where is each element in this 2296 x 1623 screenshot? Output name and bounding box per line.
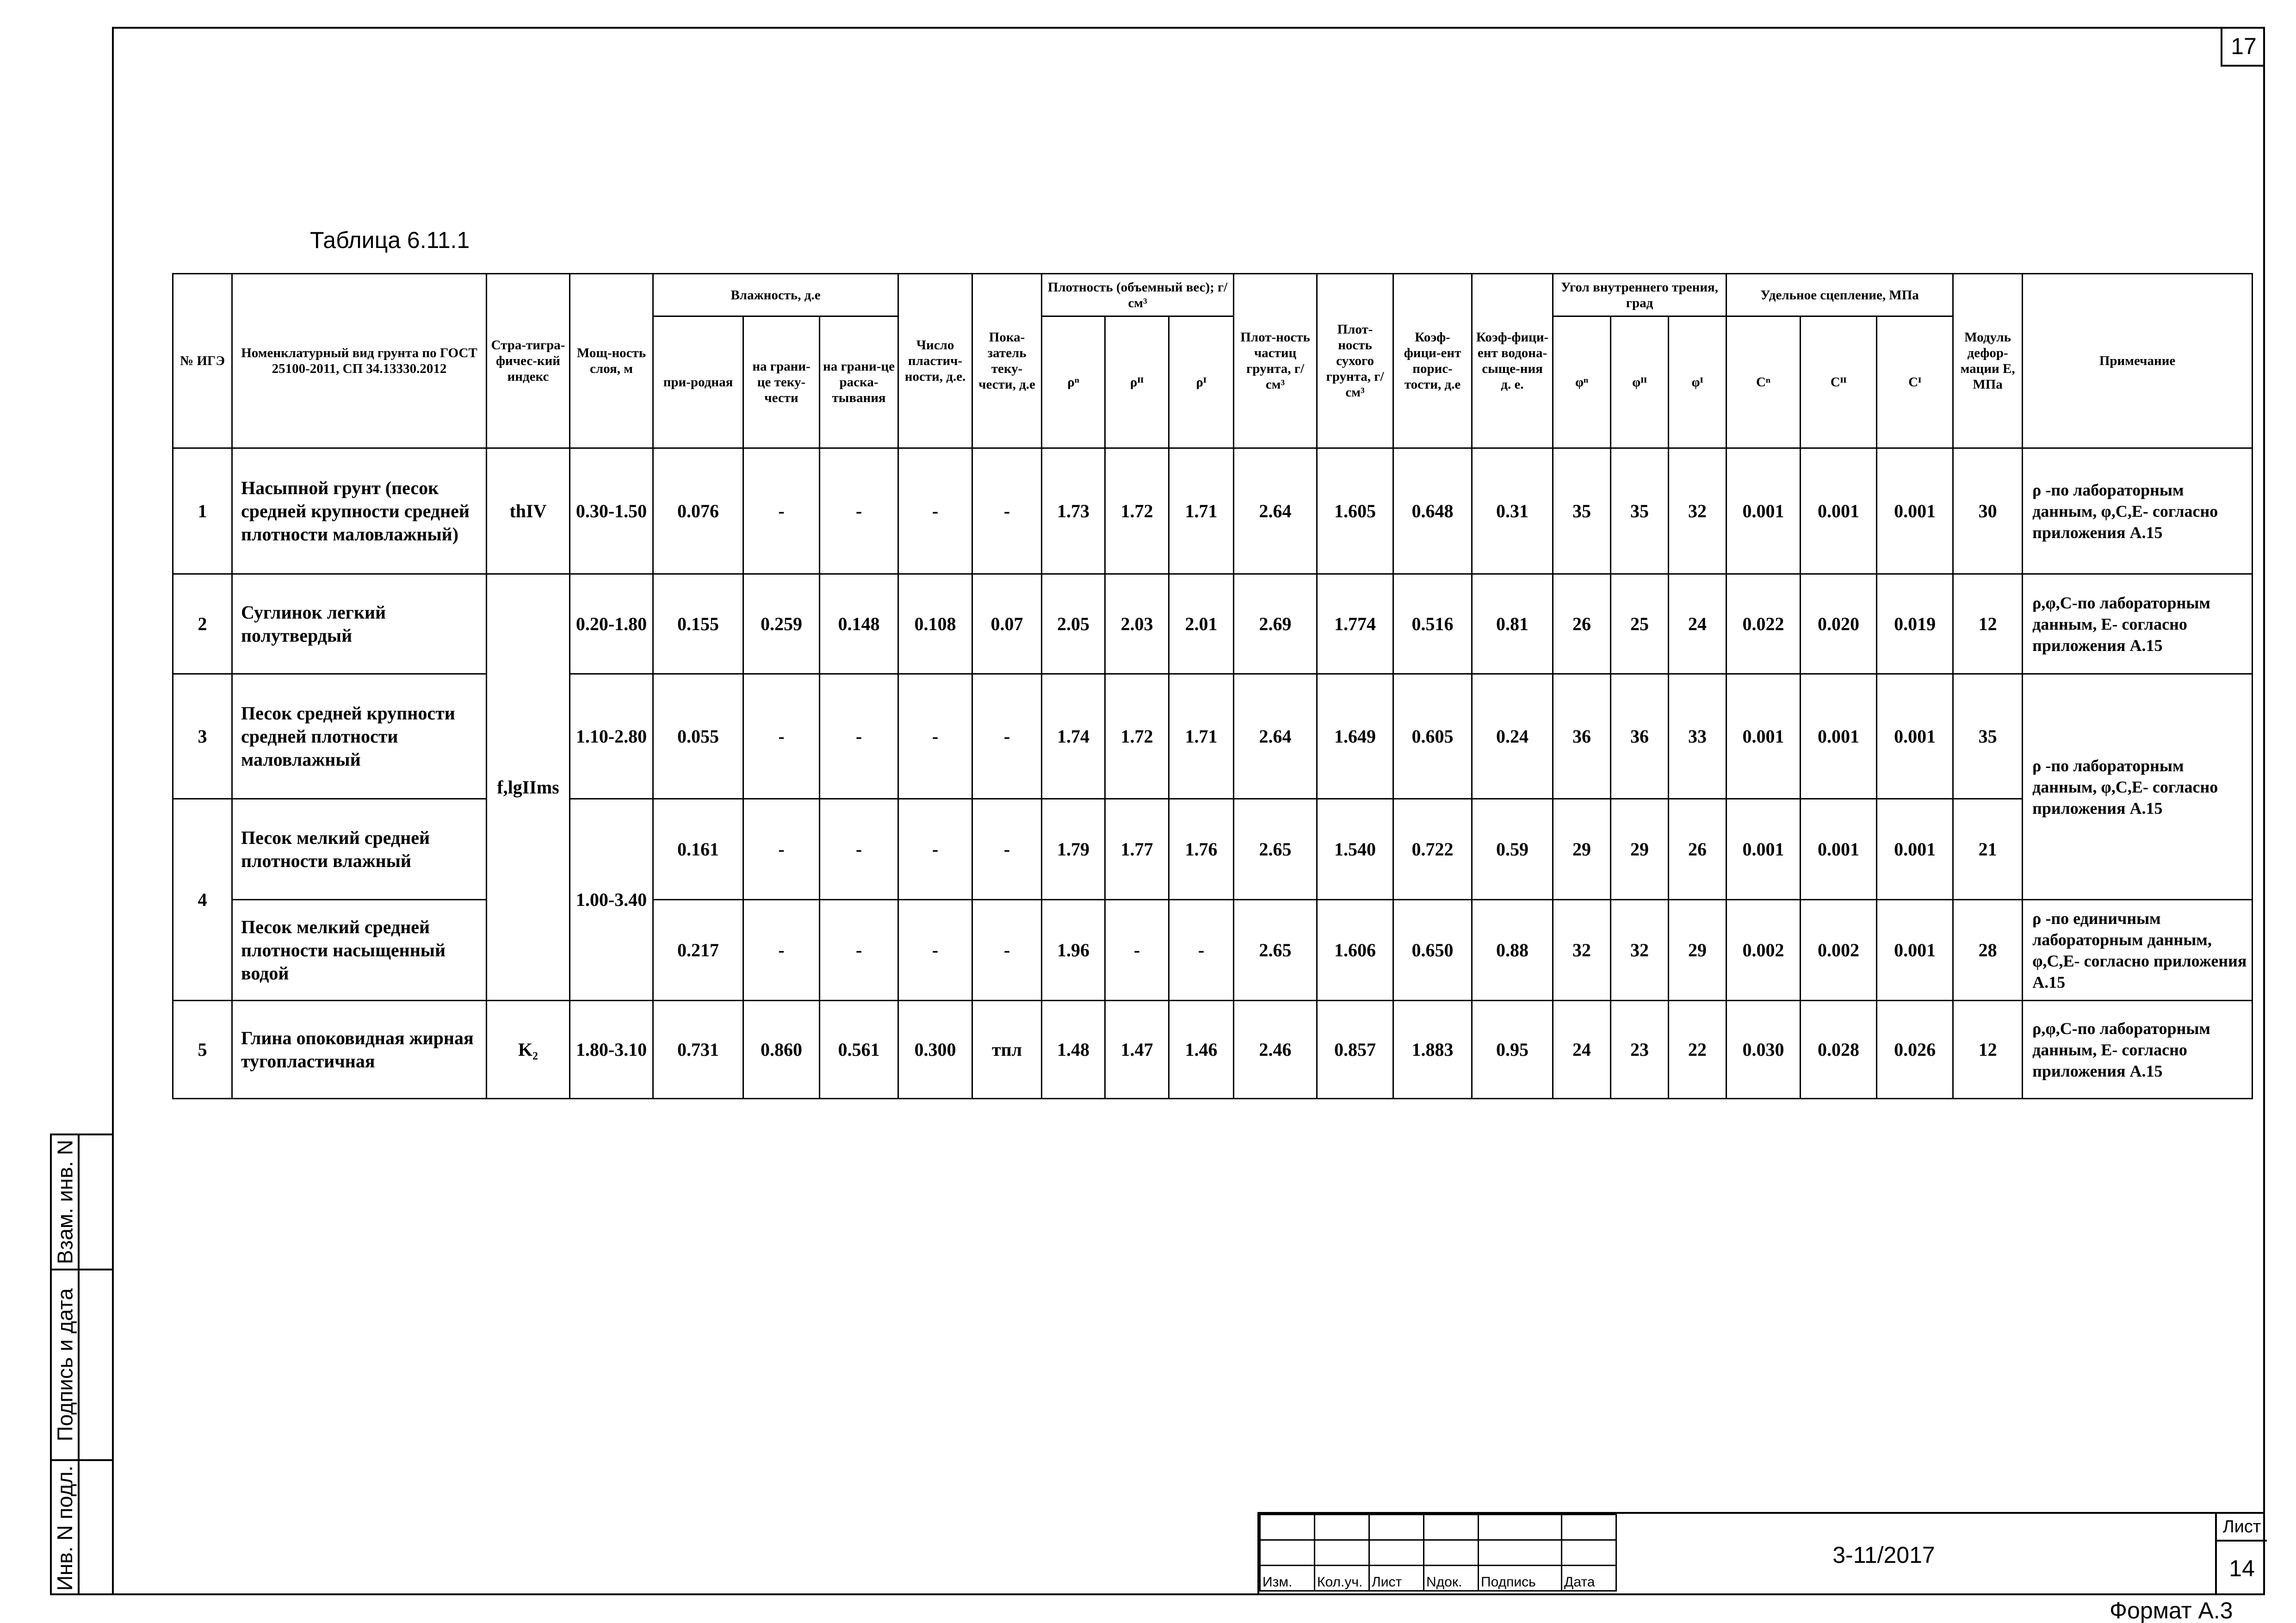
cell-c-ii: 0.001 — [1801, 448, 1877, 574]
cell-porosity: 0.722 — [1393, 799, 1472, 900]
cell-rho-n: 1.48 — [1042, 1001, 1105, 1099]
cell-dry-density: 1.606 — [1317, 900, 1393, 1001]
cell-moist-plastic: 0.148 — [820, 574, 898, 674]
header-moisture: Влажность, д.е — [653, 274, 898, 316]
cell-particle-density: 2.65 — [1234, 799, 1317, 900]
header-thickness: Мощ-ность слоя, м — [570, 274, 653, 448]
cell-modulus: 12 — [1953, 574, 2023, 674]
cell-rho-ii: 1.47 — [1105, 1001, 1169, 1099]
cell-moist-liquid: - — [743, 900, 820, 1001]
cell-moist-plastic: - — [820, 799, 898, 900]
cell-c-i: 0.001 — [1877, 799, 1953, 900]
cell-phi-i: 26 — [1669, 799, 1727, 900]
header-moist-plastic: на грани-це раска-тывания — [820, 316, 898, 448]
cell-liquidity: - — [972, 799, 1042, 900]
cell-moist-liquid: 0.259 — [743, 574, 820, 674]
cell-plasticity: 0.108 — [898, 574, 972, 674]
cell-c-ii: 0.001 — [1801, 674, 1877, 799]
cell-note: ρ -по лабораторным данным, φ,С,Е- согласно приложения А.15 — [2023, 448, 2253, 574]
cell-plasticity: - — [898, 674, 972, 799]
cell-particle-density: 2.65 — [1234, 900, 1317, 1001]
cell-c-i: 0.001 — [1877, 674, 1953, 799]
cell-moist-liquid: 0.860 — [743, 1001, 820, 1099]
col-izm: Изм. — [1260, 1566, 1315, 1591]
cell-name: Суглинок легкий полутвердый — [232, 574, 487, 674]
col-podpis: Подпись — [1479, 1566, 1562, 1591]
cell-thickness: 1.80-3.10 — [570, 1001, 653, 1099]
col-list: Лист — [1369, 1566, 1424, 1591]
cell-liquidity: тпл — [972, 1001, 1042, 1099]
cell-moist-natural: 0.217 — [653, 900, 743, 1001]
side-stamp — [50, 1134, 114, 1595]
cell-rho-i: 1.71 — [1169, 448, 1234, 574]
cell-modulus: 21 — [1953, 799, 2023, 900]
cell-liquidity: - — [972, 900, 1042, 1001]
table-row — [173, 448, 2253, 574]
cell-plasticity: - — [898, 448, 972, 574]
header-name: Номенклатурный вид грунта по ГОСТ 25100-2011, СП 34.13330.2012 — [232, 274, 487, 448]
cell-porosity: 0.648 — [1393, 448, 1472, 574]
cell-phi-i: 22 — [1669, 1001, 1727, 1099]
table-row — [173, 674, 2253, 799]
cell-dry-density: 1.605 — [1317, 448, 1393, 574]
cell-c-i: 0.026 — [1877, 1001, 1953, 1099]
cell-note: ρ -по лабораторным данным, φ,С,Е- согласно приложения А.15 — [2023, 674, 2253, 900]
cell-c-i: 0.001 — [1877, 900, 1953, 1001]
cell-c-i: 0.001 — [1877, 448, 1953, 574]
cell-moist-plastic: 0.561 — [820, 1001, 898, 1099]
header-c-i: Cᴵ — [1877, 316, 1953, 448]
side-stamp-swap-cell — [52, 1135, 112, 1270]
header-porosity: Коэф-фици-ент порис-тости, д.е — [1393, 274, 1472, 448]
cell-phi-n: 29 — [1553, 799, 1611, 900]
cell-thickness: 0.30-1.50 — [570, 448, 653, 574]
cell-note: ρ,φ,С-по лабораторным данным, Е- согласно приложения А.15 — [2023, 1001, 2253, 1099]
cell-thickness: 1.00-3.40 — [570, 799, 653, 1001]
cell-particle-density: 2.64 — [1234, 448, 1317, 574]
cell-moist-natural: 0.161 — [653, 799, 743, 900]
cell-rho-ii: 1.72 — [1105, 674, 1169, 799]
header-saturation: Коэф-фици-ент водона-сыще-ния д. е. — [1472, 274, 1553, 448]
header-phi-i: φᴵ — [1669, 316, 1727, 448]
cell-plasticity: 0.300 — [898, 1001, 972, 1099]
cell-particle-density: 2.64 — [1234, 674, 1317, 799]
cell-saturation: 0.95 — [1472, 1001, 1553, 1099]
cell-c-n: 0.030 — [1727, 1001, 1801, 1099]
cell-moist-plastic: - — [820, 448, 898, 574]
cell-porosity: 1.883 — [1393, 1001, 1472, 1099]
sheet-label: Лист — [2217, 1514, 2267, 1542]
cell-phi-i: 24 — [1669, 574, 1727, 674]
cell-note: ρ,φ,С-по лабораторным данным, Е- согласно приложения А.15 — [2023, 574, 2253, 674]
table-caption: Таблица 6.11.1 — [310, 227, 470, 253]
cell-particle-density: 2.46 — [1234, 1001, 1317, 1099]
col-ndok: Nдок. — [1424, 1566, 1479, 1591]
cell-dry-density: 1.774 — [1317, 574, 1393, 674]
cell-phi-ii: 32 — [1611, 900, 1669, 1001]
cell-liquidity: 0.07 — [972, 574, 1042, 674]
cell-rho-i: 1.46 — [1169, 1001, 1234, 1099]
header-modulus: Модуль дефор-мации Е, МПа — [1953, 274, 2023, 448]
cell-phi-i: 33 — [1669, 674, 1727, 799]
cell-moist-liquid: - — [743, 448, 820, 574]
cell-phi-ii: 36 — [1611, 674, 1669, 799]
cell-modulus: 12 — [1953, 1001, 2023, 1099]
cell-c-ii: 0.002 — [1801, 900, 1877, 1001]
cell-phi-ii: 23 — [1611, 1001, 1669, 1099]
cell-plasticity: - — [898, 900, 972, 1001]
inv-orig-label: Инв. N подл. — [53, 1465, 77, 1591]
cell-phi-ii: 29 — [1611, 799, 1669, 900]
cell-name: Насыпной грунт (песок средней крупности средней плотности маловлажный) — [232, 448, 487, 574]
cell-rho-i: 2.01 — [1169, 574, 1234, 674]
col-kol-uch: Кол.уч. — [1315, 1566, 1369, 1591]
header-friction: Угол внутреннего трения, град — [1553, 274, 1727, 316]
cell-porosity: 0.516 — [1393, 574, 1472, 674]
cell-modulus: 30 — [1953, 448, 2023, 574]
cell-c-i: 0.019 — [1877, 574, 1953, 674]
cell-thickness: 1.10-2.80 — [570, 674, 653, 799]
header-dry-density: Плот-ность сухого грунта, г/см³ — [1317, 274, 1393, 448]
header-c-ii: Cᴵᴵ — [1801, 316, 1877, 448]
sheet-no: 14 — [2229, 1555, 2255, 1581]
cell-num: 2 — [173, 574, 232, 674]
format-label: Формат А.3 — [2110, 1598, 2233, 1623]
cell-rho-ii: 1.77 — [1105, 799, 1169, 900]
cell-dry-density: 0.857 — [1317, 1001, 1393, 1099]
cell-num: 3 — [173, 674, 232, 799]
cell-c-n: 0.001 — [1727, 674, 1801, 799]
header-phi-n: φⁿ — [1553, 316, 1611, 448]
cell-c-n: 0.002 — [1727, 900, 1801, 1001]
cell-particle-density: 2.69 — [1234, 574, 1317, 674]
sheet-number: 17 — [2221, 28, 2265, 67]
header-rho-n: ρⁿ — [1042, 316, 1105, 448]
document-code: 3-11/2017 — [1832, 1542, 1935, 1568]
cell-num: 1 — [173, 448, 232, 574]
cell-rho-i: - — [1169, 900, 1234, 1001]
cell-phi-n: 35 — [1553, 448, 1611, 574]
header-rho-ii: ρᴵᴵ — [1105, 316, 1169, 448]
cell-name: Глина опоковидная жирная тугопластичная — [232, 1001, 487, 1099]
cell-rho-ii: - — [1105, 900, 1169, 1001]
cell-porosity: 0.650 — [1393, 900, 1472, 1001]
header-cohesion: Удельное сцепление, МПа — [1727, 274, 1953, 316]
col-data: Дата — [1562, 1566, 1616, 1591]
cell-rho-n: 1.79 — [1042, 799, 1105, 900]
cell-rho-i: 1.71 — [1169, 674, 1234, 799]
table-row — [173, 574, 2253, 674]
cell-strat: f,lgIIms — [487, 574, 570, 1001]
cell-modulus: 35 — [1953, 674, 2023, 799]
cell-saturation: 0.24 — [1472, 674, 1553, 799]
side-stamp-inv-cell — [52, 1461, 112, 1595]
cell-moist-liquid: - — [743, 674, 820, 799]
cell-phi-n: 36 — [1553, 674, 1611, 799]
header-num: № ИГЭ — [173, 274, 232, 448]
header-phi-ii: φᴵᴵ — [1611, 316, 1669, 448]
cell-porosity: 0.605 — [1393, 674, 1472, 799]
cell-plasticity: - — [898, 799, 972, 900]
cell-c-n: 0.001 — [1727, 448, 1801, 574]
cell-note: ρ -по единичным лабораторным данным, φ,С,Е- согласно приложения А.15 — [2023, 900, 2253, 1001]
header-plasticity: Число пластич-ности, д.е. — [898, 274, 972, 448]
cell-dry-density: 1.540 — [1317, 799, 1393, 900]
sign-date-label: Подпись и дата — [53, 1288, 77, 1442]
cell-saturation: 0.81 — [1472, 574, 1553, 674]
title-block — [1257, 1512, 2265, 1595]
cell-moist-natural: 0.055 — [653, 674, 743, 799]
cell-phi-n: 24 — [1553, 1001, 1611, 1099]
cell-liquidity: - — [972, 448, 1042, 574]
cell-moist-liquid: - — [743, 799, 820, 900]
header-liquidity: Пока-затель теку-чести, д.е — [972, 274, 1042, 448]
header-particle-density: Плот-ность частиц грунта, г/см³ — [1234, 274, 1317, 448]
cell-thickness: 0.20-1.80 — [570, 574, 653, 674]
cell-rho-n: 1.96 — [1042, 900, 1105, 1001]
cell-phi-i: 32 — [1669, 448, 1727, 574]
header-c-n: Cⁿ — [1727, 316, 1801, 448]
cell-num: 5 — [173, 1001, 232, 1099]
header-strat: Стра-тигра-фичес-кий индекс — [487, 274, 570, 448]
cell-rho-ii: 1.72 — [1105, 448, 1169, 574]
cell-name: Песок средней крупности средней плотности маловлажный — [232, 674, 487, 799]
cell-saturation: 0.31 — [1472, 448, 1553, 574]
cell-strat: thIV — [487, 448, 570, 574]
cell-moist-natural: 0.155 — [653, 574, 743, 674]
cell-moist-plastic: - — [820, 674, 898, 799]
cell-c-ii: 0.001 — [1801, 799, 1877, 900]
cell-moist-natural: 0.076 — [653, 448, 743, 574]
swap-inv-label: Взам. инв. N — [53, 1140, 77, 1264]
revision-grid — [1259, 1514, 1617, 1592]
cell-moist-natural: 0.731 — [653, 1001, 743, 1099]
cell-c-ii: 0.020 — [1801, 574, 1877, 674]
cell-c-n: 0.001 — [1727, 799, 1801, 900]
cell-rho-n: 1.73 — [1042, 448, 1105, 574]
cell-liquidity: - — [972, 674, 1042, 799]
sheet-box — [2215, 1514, 2267, 1595]
cell-phi-ii: 25 — [1611, 574, 1669, 674]
cell-rho-ii: 2.03 — [1105, 574, 1169, 674]
cell-saturation: 0.88 — [1472, 900, 1553, 1001]
cell-rho-n: 1.74 — [1042, 674, 1105, 799]
cell-dry-density: 1.649 — [1317, 674, 1393, 799]
header-moist-natural: при-родная — [653, 316, 743, 448]
cell-moist-plastic: - — [820, 900, 898, 1001]
cell-phi-ii: 35 — [1611, 448, 1669, 574]
header-note: Примечание — [2023, 274, 2253, 448]
cell-phi-n: 26 — [1553, 574, 1611, 674]
cell-c-n: 0.022 — [1727, 574, 1801, 674]
header-density: Плотность (объемный вес); г/см³ — [1042, 274, 1234, 316]
cell-num: 4 — [173, 799, 232, 1001]
cell-rho-i: 1.76 — [1169, 799, 1234, 900]
side-stamp-sign-cell — [52, 1270, 112, 1461]
cell-saturation: 0.59 — [1472, 799, 1553, 900]
header-rho-i: ρᴵ — [1169, 316, 1234, 448]
cell-phi-i: 29 — [1669, 900, 1727, 1001]
header-moist-liquid: на грани-це теку-чести — [743, 316, 820, 448]
soil-properties-table — [172, 273, 2253, 1099]
cell-name: Песок мелкий средней плотности насыщенный водой — [232, 900, 487, 1001]
cell-c-ii: 0.028 — [1801, 1001, 1877, 1099]
cell-strat: K₂ — [487, 1001, 570, 1099]
table-row — [173, 1001, 2253, 1099]
cell-modulus: 28 — [1953, 900, 2023, 1001]
table-row — [173, 900, 2253, 1001]
cell-phi-n: 32 — [1553, 900, 1611, 1001]
table-row — [173, 799, 2253, 900]
cell-rho-n: 2.05 — [1042, 574, 1105, 674]
cell-name: Песок мелкий средней плотности влажный — [232, 799, 487, 900]
